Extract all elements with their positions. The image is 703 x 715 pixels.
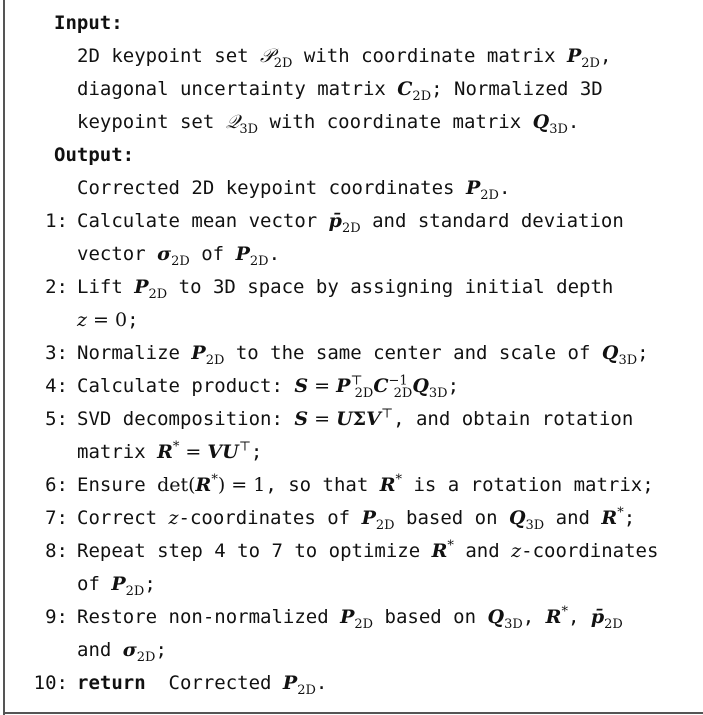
bottom-border — [3, 712, 703, 714]
step-number: 5: — [45, 408, 68, 430]
step-5-line-2: matrix R* = VU⊤; — [77, 439, 263, 463]
step-number: 1: — [45, 210, 68, 232]
step-number: 7: — [45, 507, 68, 529]
output-label: Output: — [54, 144, 135, 166]
step-number: 10: — [33, 672, 68, 694]
output-line: Corrected 2D keypoint coordinates $P_{2D}$. — [77, 177, 511, 203]
step-number: 4: — [45, 375, 68, 397]
step-2-line-2: z = 0; — [77, 309, 139, 331]
step-2-line-1: Lift $P_{2D}$ to 3D space by assigning initial depth — [77, 276, 614, 302]
step-9-line-1: Restore non-normalized $P_{2D}$ based on $Q_{3D}$, R*, $p̄_{2D}$ — [77, 604, 623, 632]
step-8-line-1: Repeat step 4 to 7 to optimize R* and z-coordinates — [77, 538, 659, 562]
step-1-line-2: vector $\sigma_{2D}$ of $P_{2D}$. — [77, 243, 281, 269]
input-line-1: 2D keypoint set 𝒫$_{2D}$ with coordinate matrix $P_{2D}$, — [77, 45, 612, 71]
step-number: 2: — [45, 276, 68, 298]
input-label: Input: — [54, 12, 123, 34]
step-number: 9: — [45, 606, 68, 628]
step-number: 8: — [45, 540, 68, 562]
step-number: 3: — [45, 342, 68, 364]
return-keyword: return — [77, 672, 146, 694]
step-4-line-1: Calculate product: $S = P^⊤_{2D}C^{-1}_{2D}Q_{3D}$; — [77, 373, 460, 401]
step-1-line-1: Calculate mean vector $p̄_{2D}$ and standard deviation — [77, 210, 624, 236]
step-8-line-2: of $P_{2D}$; — [77, 573, 156, 599]
input-line-2: diagonal uncertainty matrix $C_{2D}$; Normalized 3D — [77, 78, 603, 104]
step-10-line-1: return Corrected $P_{2D}$. — [77, 672, 328, 698]
step-9-line-2: and $\sigma_{2D}$; — [77, 639, 167, 665]
step-3-line-1: Normalize $P_{2D}$ to the same center and scale of $Q_{3D}$; — [77, 342, 649, 368]
input-line-3: keypoint set 𝒬$_{3D}$ with coordinate matrix $Q_{3D}$. — [77, 111, 580, 137]
step-6-line-1: Ensure det(R*) = 1, so that R* is a rotation matrix; — [77, 472, 654, 496]
step-5-line-1: SVD decomposition: S = UΣV⊤, and obtain rotation — [77, 406, 634, 430]
step-number: 6: — [45, 474, 68, 496]
step-7-line-1: Correct z-coordinates of $P_{2D}$ based on $Q_{3D}$ and R*; — [77, 505, 636, 533]
